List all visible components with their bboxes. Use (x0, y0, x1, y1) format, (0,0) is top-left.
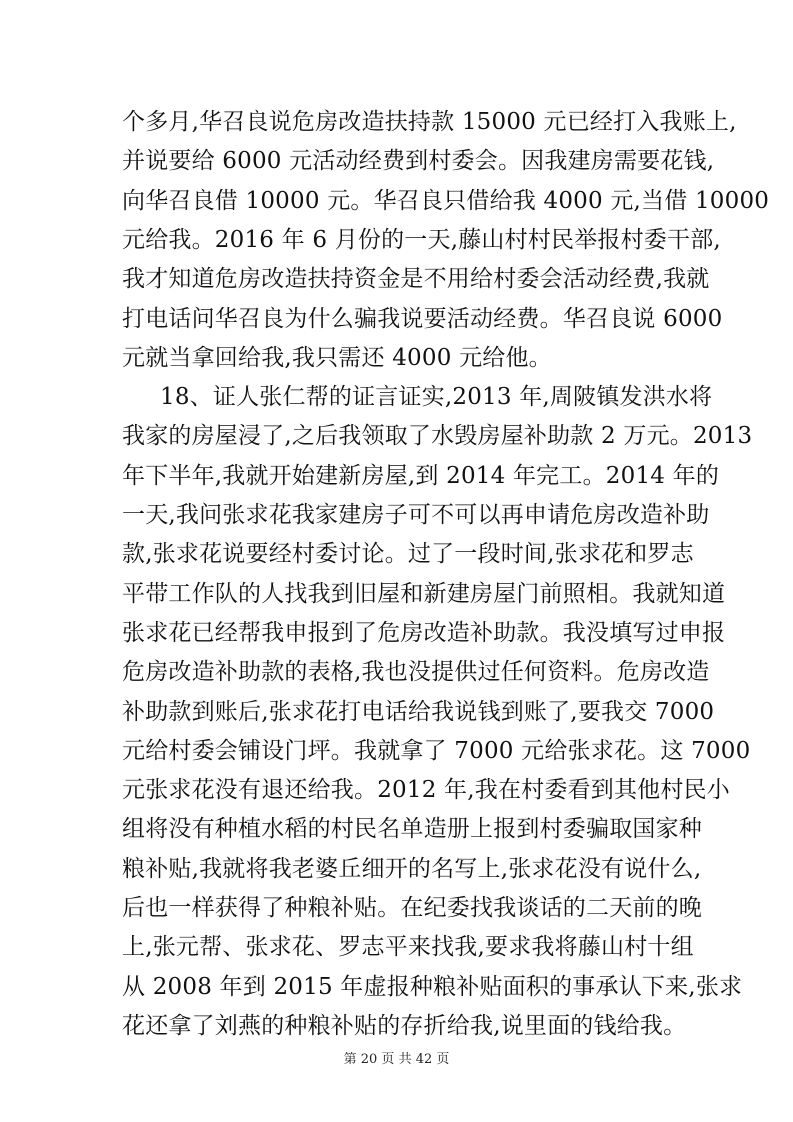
text-line: 年下半年,我就开始建新房屋,到 2014 年完工。2014 年的 (122, 463, 720, 489)
text-line: 危房改造补助款的表格,我也没提供过任何资料。危房改造 (122, 659, 710, 685)
page-number-footer: 第 20 页 共 42 页 (343, 1052, 450, 1067)
text-line: 我家的房屋浸了,之后我领取了水毁房屋补助款 2 万元。2013 (122, 423, 753, 449)
text-line: 个多月,华召良说危房改造扶持款 15000 元已经打入我账上, (122, 109, 737, 135)
text-line: 款,张求花说要经村委讨论。过了一段时间,张求花和罗志 (122, 541, 694, 567)
text-line: 后也一样获得了种粮补贴。在纪委找我谈话的二天前的晚 (122, 895, 702, 921)
text-line: 粮补贴,我就将我老婆丘细开的名写上,张求花没有说什么, (122, 856, 702, 882)
text-line: 从 2008 年到 2015 年虚报种粮补贴面积的事承认下来,张求 (122, 974, 743, 1000)
text-line: 我才知道危房改造扶持资金是不用给村委会活动经费,我就 (122, 266, 710, 292)
text-line: 并说要给 6000 元活动经费到村委会。因我建房需要花钱, (122, 148, 715, 174)
text-line: 元就当拿回给我,我只需还 4000 元给他。 (122, 345, 552, 371)
paragraph-18-first-line: 18、证人张仁帮的证言证实,2013 年,周陂镇发洪水将 (160, 384, 713, 410)
text-line: 上,张元帮、张求花、罗志平来找我,要求我将藤山村十组 (122, 934, 694, 960)
text-line: 一天,我问张求花我家建房子可不可以再申请危房改造补助 (122, 502, 710, 528)
text-line: 组将没有种植水稻的村民名单造册上报到村委骗取国家种 (122, 816, 702, 842)
text-line: 元张求花没有退还给我。2012 年,我在村委看到其他村民小 (122, 777, 730, 803)
text-line: 元给村委会铺设门坪。我就拿了 7000 元给张求花。这 7000 (122, 738, 751, 764)
text-line: 平带工作队的人找我到旧屋和新建房屋门前照相。我就知道 (122, 581, 726, 607)
text-line: 花还拿了刘燕的种粮补贴的存折给我,说里面的钱给我。 (122, 1013, 687, 1039)
text-line: 打电话问华召良为什么骗我说要活动经费。华召良说 6000 (122, 306, 723, 332)
text-line: 向华召良借 10000 元。华召良只借给我 4000 元,当借 10000 (122, 188, 770, 214)
text-line: 张求花已经帮我申报到了危房改造补助款。我没填写过申报 (122, 620, 726, 646)
text-line: 补助款到账后,张求花打电话给我说钱到账了,要我交 7000 (122, 699, 715, 725)
text-line: 元给我。2016 年 6 月份的一天,藤山村村民举报村委干部, (122, 227, 721, 253)
